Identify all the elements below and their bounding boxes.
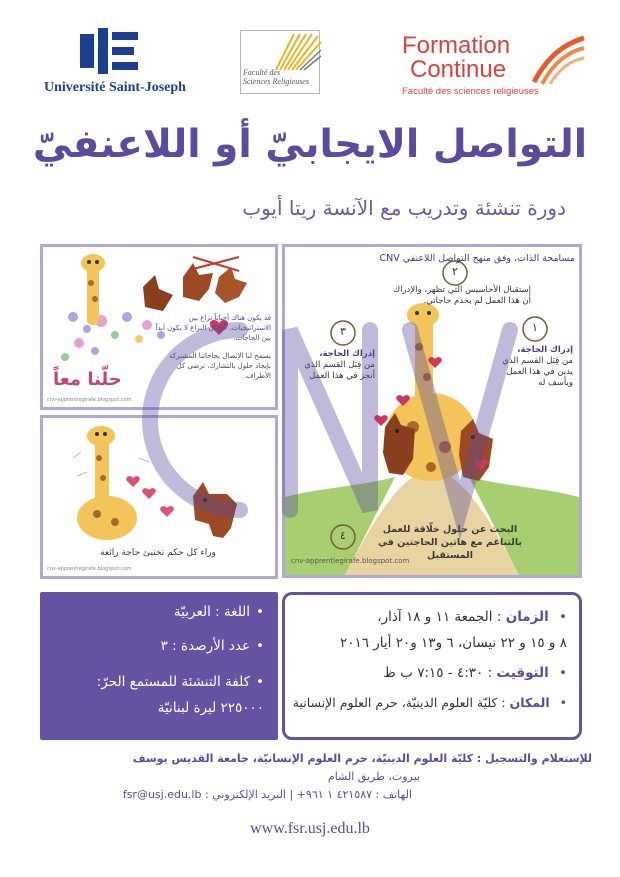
usj-logo: [40, 28, 186, 98]
credits-item: • عدد الأرصدة : ٣: [161, 638, 264, 654]
address: بيروت، طريق الشام: [327, 770, 420, 783]
illustration-panel-conflict: [40, 244, 278, 410]
contact-info[interactable]: الهاتف : ٤٢١٥٨٧ ١ ٩٦١+ | البريد الإلكتروني : fsr@usj.edu.lb: [122, 788, 412, 801]
step-3-title: إدراك الحاجة،: [319, 349, 375, 359]
usj-emblem-icon: [68, 28, 148, 74]
giraffe-figure: [81, 254, 105, 325]
registration-info: للإستعلام والتسجيل : كليّة العلوم الدينيّة، حرم العلوم الإنسانيّة، جامعة القديس يوسف: [132, 752, 592, 765]
fsr-logo-text: [243, 68, 323, 86]
formation-word: Formation: [402, 32, 511, 59]
website-link[interactable]: www.fsr.usj.edu.lb: [250, 820, 370, 837]
panel-a-url: cnv-apprentiegirafe.blogspot.com: [47, 397, 132, 403]
needs-text: يسمح لنا الإتصال بحاجاتنا المشتركة بإيجاد حلول بالتشارك، ترضي كل الأطراف.: [169, 352, 271, 380]
time-label: الزمان: [505, 609, 549, 625]
continue-word: Continue: [410, 56, 507, 83]
step-4-text: البحث عن حلول خلّاقة للعمل بالتناغم مع هاتين الحاجتين في المستقبل: [378, 524, 522, 561]
session-dates: ٨ و ١٥ و ٢٢ نيسان، ٦ و١٣ و٢٠ أيار ٢٠١٦: [339, 635, 567, 651]
schedule-info-box: [282, 592, 582, 740]
place-label: المكان: [509, 695, 550, 710]
step-2-text: إستقبال الأحاسيس التي تظهر، والإدراك أن هذا العمل لم يخدم حاجاتي.: [393, 285, 531, 306]
wolf-figures: [143, 263, 247, 311]
panel-b-url: cnv-apprentiegirafe.blogspot.com: [47, 566, 132, 572]
time-value: : الجمعة ١١ و ١٨ آذار،: [377, 609, 502, 625]
formation-subtitle: Faculté des sciences religieuses: [402, 86, 539, 97]
time-item: [377, 609, 567, 625]
together-slogan: حلّنا معاً: [53, 369, 122, 390]
place-value: : كليّة العلوم الدينيّة، حرم العلوم الإنسانية: [292, 695, 506, 710]
step-1-block: [485, 345, 573, 389]
formation-swoosh-icon: [528, 36, 586, 86]
giraffe-figure: [77, 426, 137, 540]
conflict-text: قد يكون هناك أحياناً نزاع بين الاستراتيجيات، عن أن النزاع لا يكون أبداً بين الحاجات.: [155, 314, 271, 342]
step-3-text: من قِبَل القسم الذي أنجز في هذا العمل: [304, 360, 375, 381]
cnv-panel-header: مسامحة الذات، وفق منهج التواصل اللاعنفي CNV: [379, 253, 575, 264]
step-number-4: ٤: [340, 529, 346, 542]
step-number-3: ٣: [340, 325, 346, 338]
formation-continue-logo: [398, 30, 588, 100]
fsr-line1: Faculté des: [243, 68, 281, 77]
page-subtitle: دورة تنشئة وتدريب مع الآنسة ريتا أيوب: [242, 196, 566, 220]
cost-label: • كلفة التنشئة للمستمع الحرّ:: [97, 674, 264, 690]
course-info-box: [40, 592, 278, 740]
step-number-1: ١: [532, 321, 538, 334]
step-3-block: [291, 349, 375, 382]
step-1-title: إدراك الحاجة،: [517, 345, 573, 355]
step-1-text: من قِبَل القسم الذي يدين في هذا العمل ويأسف له: [502, 356, 573, 388]
language-item: • اللغة : العربيّة: [174, 604, 264, 620]
fsr-logo: [240, 30, 330, 100]
hours-item: [383, 665, 567, 681]
place-item: [293, 695, 567, 710]
hours-value: : ٤:٣٠ - ٧:١٥ ب ظ: [383, 665, 493, 681]
illustration-panel-self-forgiveness: [282, 244, 582, 578]
step-number-2: ٢: [452, 265, 458, 278]
hours-label: التوقيت: [496, 665, 549, 681]
fsr-line2: Sciences Religieuses: [243, 77, 309, 86]
wolf-figure: [193, 482, 237, 538]
page-title: التواصل الايجابيّ أو اللاعنفيّ: [32, 122, 588, 167]
illustration-panel-judgment: [40, 415, 278, 579]
judgment-caption: وراء كل حكم تختبئ حاجة رائعة: [100, 548, 216, 558]
cost-value: ٢٢٥٠٠٠ ليرة لبنانيّة: [157, 700, 264, 716]
fsr-rays-icon: [274, 32, 322, 72]
usj-name: Université Saint-Joseph: [44, 80, 186, 95]
panel-c-url: cnv-apprentiegirafe.blogspot.com: [291, 557, 410, 565]
